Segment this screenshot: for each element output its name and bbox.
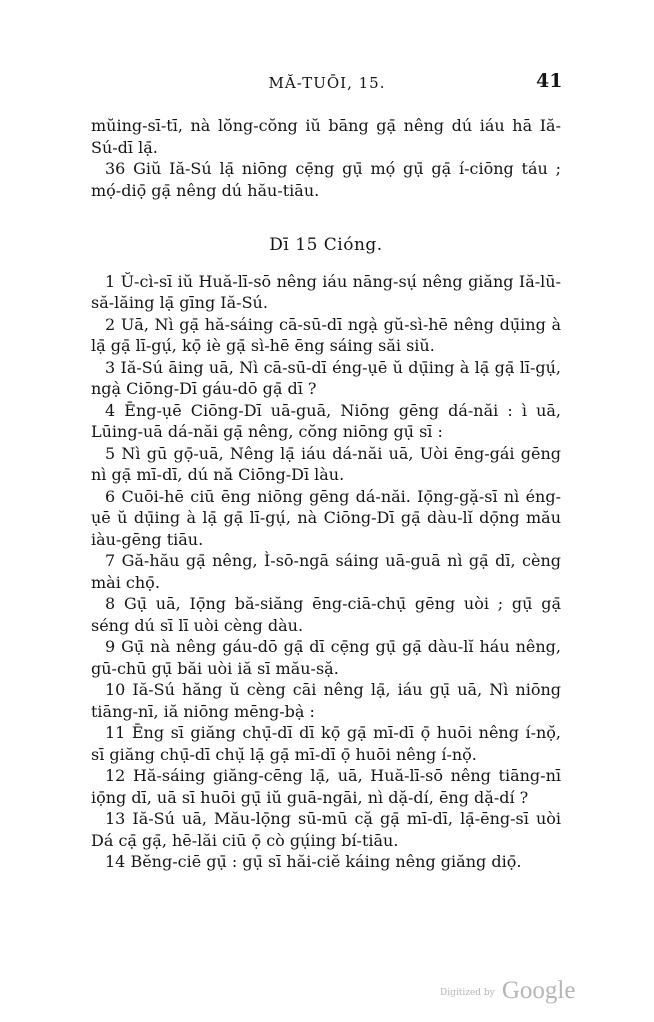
verse-5: 5 Nì gū gọ̄-uā, Nêng lạ̄ iáu dá-năi uā, Uòi ēng-gái gēng nì gạ̄ mī-dī, dú nă Ciōng-Dī làu. — [91, 443, 561, 484]
chapter-heading: Dī 15 Cióng. — [269, 235, 383, 255]
verse-12: 12 Hă-sáing giăng-cēng lạ̄, uā, Huă-lī-sō nêng tiāng-nī iọ̄ng dī, uā sī huōi gụ̄ iŭ guā-ngāi, nì dặ-dí, ēng dặ-dí ? — [91, 766, 561, 807]
verse-1: 1 Ŭ-cì-sī iŭ Huă-lī-sō nêng iáu nāng-sụ́ nêng giăng Iă-lū-să-lăing lạ̄ gīng Iă-Sú. — [91, 271, 561, 312]
verse-8: 8 Gụ̄ uā, Iọ̄ng bă-siăng ēng-ciā-chụ̄ gēng uòi ; gụ̄ gạ̄ séng dú sī lī uòi cèng dàu. — [91, 594, 561, 635]
verse-10: 10 Iă-Sú hăng ŭ cèng cāi nêng lạ̄, iáu gụ̄ uā, Nì niōng tiāng-nī, iă niōng mēng-bạ̀ : — [91, 680, 561, 721]
verse-14: 14 Bĕng-ciē gụ̄ : gụ̄ sī hăi-ciĕ káing nêng giăng diọ̄. — [105, 852, 522, 871]
verse-11: 11 Ēng sī giăng chụ̄-dī dī kọ̄ gạ̄ mī-dī ọ̄ huōi nêng í-nọ̆, sī giăng chụ̄-dī chụ̆ lạ̄ gạ̄ mī-dī ọ̄ huōi nêng í-nọ̆. — [91, 723, 561, 764]
google-logo: Google — [501, 977, 576, 1004]
verse-4: 4 Ēng-ụē Ciōng-Dī uā-guā, Niōng gēng dá-năi : ì uā, Lūing-uā dá-năi gạ̄ nêng, cŏng niōng gụ̄ sī : — [91, 400, 561, 441]
verse-2: 2 Uā, Nì gạ̄ hă-sáing cā-sū-dī ngạ̀ gŭ-sì-hē nêng dụ̄ing à lạ̄ gạ̄ lī-gụ́, kọ̄ iè gạ̄ sì-hē ēng sáing săi siŭ. — [91, 314, 561, 355]
running-title: MĂ-TUŌI, 15. — [268, 74, 386, 92]
verse-36: 36 Giŭ Iă-Sú lạ̄ niōng cẹ̄ng gụ̄ mọ́ gụ̄ gạ̄ í-ciōng táu ; mọ́-diọ̄ gạ̄ nêng dú hău-tiāu. — [91, 159, 561, 200]
text-block — [91, 115, 561, 873]
verse-9: 9 Gụ̄ nà nêng gáu-dō gạ̄ dī cẹ̄ng gụ̄ gạ̄ dàu-lĭ háu nêng, gū-chū gụ̄ băi uòi iă sī mău-sặ. — [91, 637, 561, 678]
verse-13: 13 Iă-Sú uā, Mău-lọ̄ng sū-mū cặ gạ̄ mī-dī, lạ̄-ēng-sī uòi Dá cạ̄ gạ̄, hē-lăi ciū ọ̄ cò gụ́ing bí-tiāu. — [91, 809, 561, 850]
verse-7: 7 Gă-hău gạ̄ nêng, Ì-sō-ngā sáing uā-guā nì gạ̄ dī, cèng mài chọ̄. — [91, 551, 561, 592]
page-number: 41 — [536, 70, 563, 92]
verse-3: 3 Iă-Sú āing uā, Nì cā-sū-dī éng-ụē ŭ dụ̄ing à lạ̄ gạ̄ lī-gụ́, ngạ̀ Ciōng-Dī gáu-dō gạ̄ dī ? — [91, 357, 561, 398]
watermark-prefix: Digitized by — [440, 988, 495, 998]
digitized-watermark — [440, 977, 575, 1005]
continued-paragraph: mŭing-sī-tī, nà lŏng-cŏng iŭ bāng gạ̄ nêng dú iáu hā Iă-Sú-dī lạ̄. — [91, 116, 561, 157]
verse-6: 6 Cuōi-hē ciū ēng niōng gēng dá-năi. Iọ̄ng-gặ-sī nì éng-ụē ŭ dụ̄ing à lạ̄ gạ̄ lī-gụ́, nà Ciōng-Dī gạ̄ dàu-lĭ dọ̄ng mău iàu-gēng tiāu. — [91, 486, 561, 549]
